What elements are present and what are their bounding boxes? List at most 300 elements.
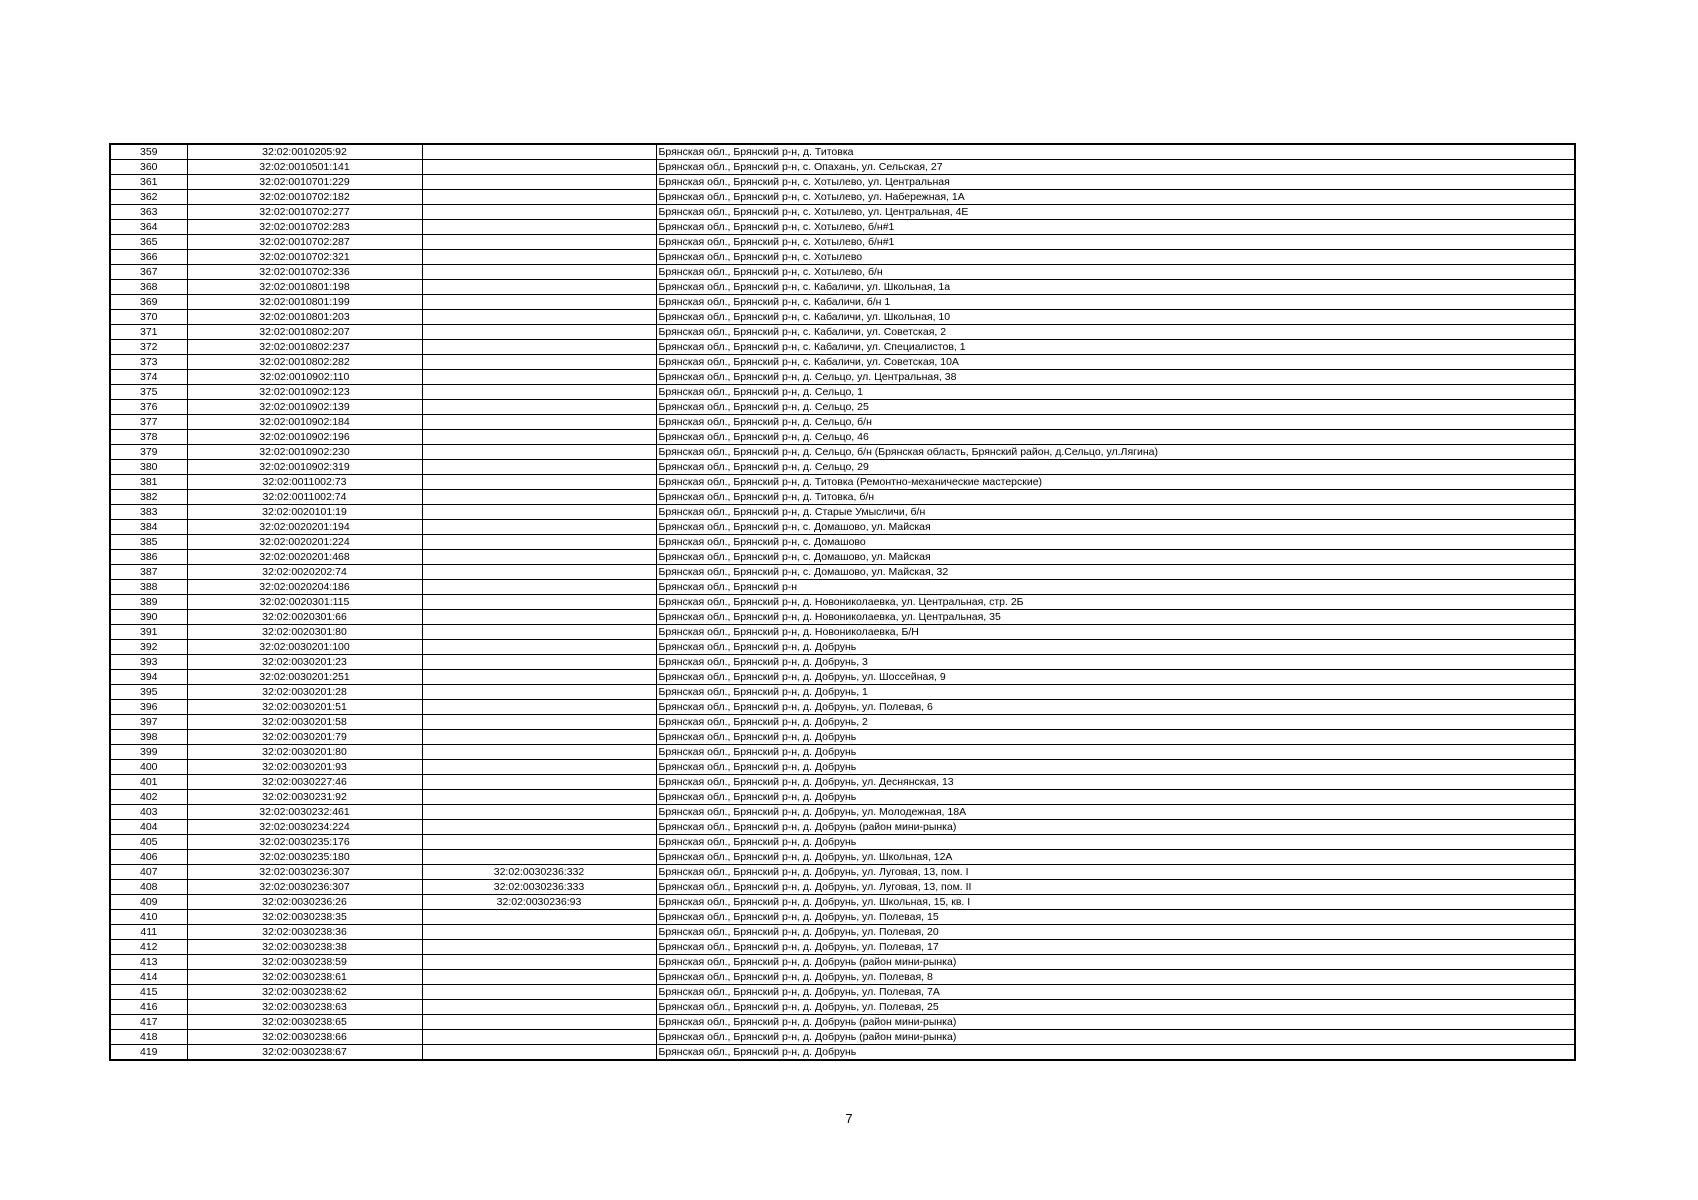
cadastral-number-cell: 32:02:0030235:176	[187, 835, 422, 850]
room-cadastral-number-cell	[422, 1045, 656, 1061]
address-cell: Брянская обл., Брянский р-н, д. Добрунь	[656, 1045, 1575, 1061]
cadastral-number-cell: 32:02:0030238:63	[187, 1000, 422, 1015]
room-cadastral-number-cell	[422, 190, 656, 205]
cadastral-number-cell: 32:02:0010902:110	[187, 370, 422, 385]
address-cell: Брянская обл., Брянский р-н, д. Старые Умысличи, б/н	[656, 505, 1575, 520]
room-cadastral-number-cell	[422, 850, 656, 865]
address-cell: Брянская обл., Брянский р-н, д. Сельцо, ул. Центральная, 38	[656, 370, 1575, 385]
cadastral-number-cell: 32:02:0010902:319	[187, 460, 422, 475]
address-cell: Брянская обл., Брянский р-н, д. Добрунь, ул. Деснянская, 13	[656, 775, 1575, 790]
cadastral-number-cell: 32:02:0030201:100	[187, 640, 422, 655]
address-cell: Брянская обл., Брянский р-н, д. Добрунь, ул. Полевая, 8	[656, 970, 1575, 985]
room-cadastral-number-cell	[422, 1030, 656, 1045]
row-number-cell: 397	[110, 715, 187, 730]
cadastral-number-cell: 32:02:0030201:251	[187, 670, 422, 685]
table-row	[110, 325, 1575, 340]
row-number-cell: 396	[110, 700, 187, 715]
table-row	[110, 760, 1575, 775]
cadastral-number-cell: 32:02:0030238:59	[187, 955, 422, 970]
room-cadastral-number-cell	[422, 970, 656, 985]
row-number-cell: 417	[110, 1015, 187, 1030]
table-row	[110, 1015, 1575, 1030]
cadastral-number-cell: 32:02:0010701:229	[187, 175, 422, 190]
cadastral-number-cell: 32:02:0010702:287	[187, 235, 422, 250]
room-cadastral-number-cell	[422, 925, 656, 940]
room-cadastral-number-cell	[422, 295, 656, 310]
address-cell: Брянская обл., Брянский р-н, д. Сельцо, 25	[656, 400, 1575, 415]
table-row	[110, 175, 1575, 190]
cadastral-number-cell: 32:02:0010205:92	[187, 144, 422, 160]
address-cell: Брянская обл., Брянский р-н, д. Титовка (Ремонтно-механические мастерские)	[656, 475, 1575, 490]
row-number-cell: 406	[110, 850, 187, 865]
room-cadastral-number-cell	[422, 160, 656, 175]
address-cell: Брянская обл., Брянский р-н, с. Хотылево, ул. Центральная	[656, 175, 1575, 190]
address-cell: Брянская обл., Брянский р-н, д. Добрунь	[656, 790, 1575, 805]
table-row	[110, 925, 1575, 940]
address-cell: Брянская обл., Брянский р-н, с. Кабаличи, ул. Советская, 10А	[656, 355, 1575, 370]
cadastral-number-cell: 32:02:0030238:36	[187, 925, 422, 940]
room-cadastral-number-cell	[422, 835, 656, 850]
row-number-cell: 413	[110, 955, 187, 970]
room-cadastral-number-cell	[422, 940, 656, 955]
address-cell: Брянская обл., Брянский р-н, д. Добрунь (район мини-рынка)	[656, 955, 1575, 970]
cadastral-number-cell: 32:02:0030201:80	[187, 745, 422, 760]
row-number-cell: 365	[110, 235, 187, 250]
row-number-cell: 388	[110, 580, 187, 595]
row-number-cell: 391	[110, 625, 187, 640]
table-row	[110, 940, 1575, 955]
cadastral-number-cell: 32:02:0030201:51	[187, 700, 422, 715]
cadastral-number-cell: 32:02:0010902:230	[187, 445, 422, 460]
address-cell: Брянская обл., Брянский р-н, д. Добрунь	[656, 760, 1575, 775]
row-number-cell: 408	[110, 880, 187, 895]
address-cell: Брянская обл., Брянский р-н, д. Добрунь	[656, 730, 1575, 745]
address-cell: Брянская обл., Брянский р-н, д. Добрунь, ул. Полевая, 6	[656, 700, 1575, 715]
room-cadastral-number-cell	[422, 535, 656, 550]
cadastral-number-cell: 32:02:0020201:194	[187, 520, 422, 535]
address-cell: Брянская обл., Брянский р-н, с. Опахань, ул. Сельская, 27	[656, 160, 1575, 175]
cadastral-number-cell: 32:02:0010801:198	[187, 280, 422, 295]
row-number-cell: 393	[110, 655, 187, 670]
cadastral-number-cell: 32:02:0030238:35	[187, 910, 422, 925]
address-cell: Брянская обл., Брянский р-н, д. Добрунь, ул. Шоссейная, 9	[656, 670, 1575, 685]
row-number-cell: 387	[110, 565, 187, 580]
table-row	[110, 520, 1575, 535]
table-row	[110, 144, 1575, 160]
row-number-cell: 375	[110, 385, 187, 400]
room-cadastral-number-cell	[422, 1015, 656, 1030]
address-cell: Брянская обл., Брянский р-н, д. Добрунь, 1	[656, 685, 1575, 700]
address-cell: Брянская обл., Брянский р-н, д. Добрунь, ул. Полевая, 17	[656, 940, 1575, 955]
room-cadastral-number-cell	[422, 175, 656, 190]
room-cadastral-number-cell	[422, 325, 656, 340]
table-row	[110, 565, 1575, 580]
table-row	[110, 415, 1575, 430]
cadastral-number-cell: 32:02:0020301:66	[187, 610, 422, 625]
table-row	[110, 265, 1575, 280]
table-row	[110, 550, 1575, 565]
table-row	[110, 1000, 1575, 1015]
cadastral-number-cell: 32:02:0010702:336	[187, 265, 422, 280]
room-cadastral-number-cell	[422, 775, 656, 790]
table-row	[110, 190, 1575, 205]
room-cadastral-number-cell	[422, 430, 656, 445]
table-row	[110, 685, 1575, 700]
table-row	[110, 490, 1575, 505]
row-number-cell: 378	[110, 430, 187, 445]
row-number-cell: 416	[110, 1000, 187, 1015]
room-cadastral-number-cell	[422, 340, 656, 355]
address-cell: Брянская обл., Брянский р-н, д. Добрунь (район мини-рынка)	[656, 1015, 1575, 1030]
table-row	[110, 475, 1575, 490]
room-cadastral-number-cell	[422, 820, 656, 835]
table-row	[110, 235, 1575, 250]
property-registry-table	[109, 143, 1576, 1061]
address-cell: Брянская обл., Брянский р-н	[656, 580, 1575, 595]
cadastral-number-cell: 32:02:0030201:58	[187, 715, 422, 730]
row-number-cell: 374	[110, 370, 187, 385]
row-number-cell: 383	[110, 505, 187, 520]
room-cadastral-number-cell	[422, 280, 656, 295]
row-number-cell: 399	[110, 745, 187, 760]
row-number-cell: 366	[110, 250, 187, 265]
table-row	[110, 250, 1575, 265]
address-cell: Брянская обл., Брянский р-н, д. Сельцо, б/н (Брянская область, Брянский район, д.Сельцо, ул.Лягина)	[656, 445, 1575, 460]
room-cadastral-number-cell	[422, 385, 656, 400]
table-row	[110, 205, 1575, 220]
table-row	[110, 865, 1575, 880]
room-cadastral-number-cell	[422, 805, 656, 820]
row-number-cell: 382	[110, 490, 187, 505]
cadastral-number-cell: 32:02:0010801:199	[187, 295, 422, 310]
address-cell: Брянская обл., Брянский р-н, д. Добрунь, ул. Луговая, 13, пом. I	[656, 865, 1575, 880]
row-number-cell: 376	[110, 400, 187, 415]
cadastral-number-cell: 32:02:0030201:28	[187, 685, 422, 700]
address-cell: Брянская обл., Брянский р-н, д. Сельцо, 29	[656, 460, 1575, 475]
address-cell: Брянская обл., Брянский р-н, д. Добрунь, ул. Полевая, 25	[656, 1000, 1575, 1015]
row-number-cell: 411	[110, 925, 187, 940]
address-cell: Брянская обл., Брянский р-н, д. Добрунь, 3	[656, 655, 1575, 670]
row-number-cell: 381	[110, 475, 187, 490]
table-row	[110, 985, 1575, 1000]
room-cadastral-number-cell	[422, 370, 656, 385]
row-number-cell: 418	[110, 1030, 187, 1045]
address-cell: Брянская обл., Брянский р-н, д. Добрунь, 2	[656, 715, 1575, 730]
table-row	[110, 295, 1575, 310]
address-cell: Брянская обл., Брянский р-н, д. Добрунь (район мини-рынка)	[656, 1030, 1575, 1045]
room-cadastral-number-cell	[422, 955, 656, 970]
room-cadastral-number-cell	[422, 355, 656, 370]
address-cell: Брянская обл., Брянский р-н, д. Добрунь	[656, 640, 1575, 655]
address-cell: Брянская обл., Брянский р-н, с. Домашово, ул. Майская	[656, 520, 1575, 535]
row-number-cell: 360	[110, 160, 187, 175]
row-number-cell: 379	[110, 445, 187, 460]
table-row	[110, 700, 1575, 715]
room-cadastral-number-cell	[422, 490, 656, 505]
room-cadastral-number-cell: 32:02:0030236:332	[422, 865, 656, 880]
room-cadastral-number-cell	[422, 144, 656, 160]
cadastral-number-cell: 32:02:0010902:139	[187, 400, 422, 415]
row-number-cell: 369	[110, 295, 187, 310]
address-cell: Брянская обл., Брянский р-н, с. Кабаличи, ул. Специалистов, 1	[656, 340, 1575, 355]
address-cell: Брянская обл., Брянский р-н, д. Добрунь (район мини-рынка)	[656, 820, 1575, 835]
room-cadastral-number-cell	[422, 790, 656, 805]
cadastral-number-cell: 32:02:0010902:123	[187, 385, 422, 400]
address-cell: Брянская обл., Брянский р-н, с. Хотылево, б/н	[656, 265, 1575, 280]
address-cell: Брянская обл., Брянский р-н, с. Хотылево, ул. Набережная, 1А	[656, 190, 1575, 205]
room-cadastral-number-cell	[422, 685, 656, 700]
row-number-cell: 395	[110, 685, 187, 700]
table-row	[110, 1030, 1575, 1045]
table-row	[110, 385, 1575, 400]
cadastral-number-cell: 32:02:0010802:237	[187, 340, 422, 355]
address-cell: Брянская обл., Брянский р-н, с. Домашово, ул. Майская	[656, 550, 1575, 565]
cadastral-number-cell: 32:02:0010902:196	[187, 430, 422, 445]
cadastral-number-cell: 32:02:0030231:92	[187, 790, 422, 805]
cadastral-number-cell: 32:02:0030227:46	[187, 775, 422, 790]
cadastral-number-cell: 32:02:0010501:141	[187, 160, 422, 175]
cadastral-number-cell: 32:02:0030238:66	[187, 1030, 422, 1045]
row-number-cell: 384	[110, 520, 187, 535]
address-cell: Брянская обл., Брянский р-н, с. Кабаличи, ул. Школьная, 10	[656, 310, 1575, 325]
row-number-cell: 371	[110, 325, 187, 340]
cadastral-number-cell: 32:02:0030235:180	[187, 850, 422, 865]
row-number-cell: 390	[110, 610, 187, 625]
table-row	[110, 1045, 1575, 1061]
address-cell: Брянская обл., Брянский р-н, с. Хотылево, б/н#1	[656, 235, 1575, 250]
table-row	[110, 820, 1575, 835]
cadastral-number-cell: 32:02:0020301:115	[187, 595, 422, 610]
address-cell: Брянская обл., Брянский р-н, д. Новониколаевка, Б/Н	[656, 625, 1575, 640]
room-cadastral-number-cell	[422, 400, 656, 415]
address-cell: Брянская обл., Брянский р-н, д. Сельцо, 1	[656, 385, 1575, 400]
cadastral-number-cell: 32:02:0011002:73	[187, 475, 422, 490]
room-cadastral-number-cell	[422, 550, 656, 565]
table-row	[110, 340, 1575, 355]
table-row	[110, 745, 1575, 760]
table-row	[110, 640, 1575, 655]
row-number-cell: 367	[110, 265, 187, 280]
address-cell: Брянская обл., Брянский р-н, д. Добрунь	[656, 745, 1575, 760]
table-row	[110, 400, 1575, 415]
room-cadastral-number-cell	[422, 310, 656, 325]
table-row	[110, 730, 1575, 745]
room-cadastral-number-cell	[422, 655, 656, 670]
cadastral-number-cell: 32:02:0030236:26	[187, 895, 422, 910]
row-number-cell: 414	[110, 970, 187, 985]
address-cell: Брянская обл., Брянский р-н, с. Домашово	[656, 535, 1575, 550]
address-cell: Брянская обл., Брянский р-н, с. Хотылево, ул. Центральная, 4Е	[656, 205, 1575, 220]
cadastral-number-cell: 32:02:0030238:67	[187, 1045, 422, 1061]
room-cadastral-number-cell	[422, 220, 656, 235]
table-row	[110, 580, 1575, 595]
row-number-cell: 394	[110, 670, 187, 685]
room-cadastral-number-cell	[422, 460, 656, 475]
cadastral-number-cell: 32:02:0030238:62	[187, 985, 422, 1000]
table-row	[110, 835, 1575, 850]
row-number-cell: 389	[110, 595, 187, 610]
row-number-cell: 398	[110, 730, 187, 745]
room-cadastral-number-cell	[422, 730, 656, 745]
row-number-cell: 373	[110, 355, 187, 370]
address-cell: Брянская обл., Брянский р-н, д. Титовка	[656, 144, 1575, 160]
room-cadastral-number-cell	[422, 700, 656, 715]
row-number-cell: 407	[110, 865, 187, 880]
room-cadastral-number-cell	[422, 985, 656, 1000]
table-row	[110, 220, 1575, 235]
cadastral-number-cell: 32:02:0010802:282	[187, 355, 422, 370]
row-number-cell: 385	[110, 535, 187, 550]
row-number-cell: 361	[110, 175, 187, 190]
row-number-cell: 409	[110, 895, 187, 910]
cadastral-number-cell: 32:02:0010802:207	[187, 325, 422, 340]
row-number-cell: 392	[110, 640, 187, 655]
room-cadastral-number-cell	[422, 595, 656, 610]
cadastral-number-cell: 32:02:0030201:23	[187, 655, 422, 670]
room-cadastral-number-cell	[422, 1000, 656, 1015]
cadastral-number-cell: 32:02:0010902:184	[187, 415, 422, 430]
table-row	[110, 310, 1575, 325]
room-cadastral-number-cell	[422, 760, 656, 775]
row-number-cell: 400	[110, 760, 187, 775]
address-cell: Брянская обл., Брянский р-н, с. Домашово, ул. Майская, 32	[656, 565, 1575, 580]
address-cell: Брянская обл., Брянский р-н, д. Новониколаевка, ул. Центральная, 35	[656, 610, 1575, 625]
table-row	[110, 370, 1575, 385]
room-cadastral-number-cell	[422, 715, 656, 730]
room-cadastral-number-cell	[422, 580, 656, 595]
address-cell: Брянская обл., Брянский р-н, д. Добрунь, ул. Молодежная, 18А	[656, 805, 1575, 820]
address-cell: Брянская обл., Брянский р-н, с. Кабаличи, б/н 1	[656, 295, 1575, 310]
row-number-cell: 402	[110, 790, 187, 805]
cadastral-number-cell: 32:02:0030201:93	[187, 760, 422, 775]
row-number-cell: 410	[110, 910, 187, 925]
address-cell: Брянская обл., Брянский р-н, д. Сельцо, б/н	[656, 415, 1575, 430]
table-row	[110, 970, 1575, 985]
cadastral-number-cell: 32:02:0030238:65	[187, 1015, 422, 1030]
row-number-cell: 386	[110, 550, 187, 565]
cadastral-number-cell: 32:02:0020201:468	[187, 550, 422, 565]
cadastral-number-cell: 32:02:0030201:79	[187, 730, 422, 745]
room-cadastral-number-cell	[422, 445, 656, 460]
row-number-cell: 364	[110, 220, 187, 235]
table-row	[110, 445, 1575, 460]
table-row	[110, 910, 1575, 925]
cadastral-number-cell: 32:02:0020202:74	[187, 565, 422, 580]
address-cell: Брянская обл., Брянский р-н, д. Добрунь, ул. Полевая, 20	[656, 925, 1575, 940]
address-cell: Брянская обл., Брянский р-н, д. Сельцо, 46	[656, 430, 1575, 445]
room-cadastral-number-cell	[422, 745, 656, 760]
row-number-cell: 370	[110, 310, 187, 325]
address-cell: Брянская обл., Брянский р-н, д. Добрунь, ул. Полевая, 7А	[656, 985, 1575, 1000]
table-row	[110, 355, 1575, 370]
cadastral-number-cell: 32:02:0030234:224	[187, 820, 422, 835]
room-cadastral-number-cell	[422, 640, 656, 655]
address-cell: Брянская обл., Брянский р-н, с. Хотылево, б/н#1	[656, 220, 1575, 235]
address-cell: Брянская обл., Брянский р-н, д. Новониколаевка, ул. Центральная, стр. 2Б	[656, 595, 1575, 610]
room-cadastral-number-cell: 32:02:0030236:333	[422, 880, 656, 895]
room-cadastral-number-cell	[422, 235, 656, 250]
table-row	[110, 670, 1575, 685]
address-cell: Брянская обл., Брянский р-н, д. Добрунь, ул. Школьная, 12А	[656, 850, 1575, 865]
room-cadastral-number-cell: 32:02:0030236:93	[422, 895, 656, 910]
table-row	[110, 160, 1575, 175]
cadastral-number-cell: 32:02:0030236:307	[187, 880, 422, 895]
address-cell: Брянская обл., Брянский р-н, д. Титовка, б/н	[656, 490, 1575, 505]
table-row	[110, 955, 1575, 970]
cadastral-number-cell: 32:02:0020204:186	[187, 580, 422, 595]
room-cadastral-number-cell	[422, 265, 656, 280]
table-row	[110, 715, 1575, 730]
row-number-cell: 377	[110, 415, 187, 430]
table-row	[110, 535, 1575, 550]
cadastral-number-cell: 32:02:0020301:80	[187, 625, 422, 640]
table-row	[110, 805, 1575, 820]
cadastral-number-cell: 32:02:0030232:461	[187, 805, 422, 820]
table-row	[110, 895, 1575, 910]
table-row	[110, 850, 1575, 865]
room-cadastral-number-cell	[422, 520, 656, 535]
table-row	[110, 505, 1575, 520]
row-number-cell: 405	[110, 835, 187, 850]
row-number-cell: 359	[110, 144, 187, 160]
row-number-cell: 363	[110, 205, 187, 220]
registry-table-body	[110, 144, 1575, 1060]
address-cell: Брянская обл., Брянский р-н, с. Хотылево	[656, 250, 1575, 265]
cadastral-number-cell: 32:02:0010702:277	[187, 205, 422, 220]
table-row	[110, 280, 1575, 295]
room-cadastral-number-cell	[422, 670, 656, 685]
address-cell: Брянская обл., Брянский р-н, с. Кабаличи, ул. Школьная, 1а	[656, 280, 1575, 295]
table-row	[110, 460, 1575, 475]
row-number-cell: 415	[110, 985, 187, 1000]
cadastral-number-cell: 32:02:0020201:224	[187, 535, 422, 550]
address-cell: Брянская обл., Брянский р-н, д. Добрунь	[656, 835, 1575, 850]
page-number: 7	[845, 1111, 853, 1126]
cadastral-number-cell: 32:02:0010702:182	[187, 190, 422, 205]
row-number-cell: 380	[110, 460, 187, 475]
cadastral-number-cell: 32:02:0030238:61	[187, 970, 422, 985]
table-row	[110, 655, 1575, 670]
room-cadastral-number-cell	[422, 250, 656, 265]
cadastral-number-cell: 32:02:0020101:19	[187, 505, 422, 520]
cadastral-number-cell: 32:02:0010702:321	[187, 250, 422, 265]
cadastral-number-cell: 32:02:0030238:38	[187, 940, 422, 955]
table-row	[110, 880, 1575, 895]
room-cadastral-number-cell	[422, 475, 656, 490]
table-row	[110, 775, 1575, 790]
room-cadastral-number-cell	[422, 565, 656, 580]
row-number-cell: 368	[110, 280, 187, 295]
table-row	[110, 595, 1575, 610]
row-number-cell: 404	[110, 820, 187, 835]
table-row	[110, 790, 1575, 805]
cadastral-number-cell: 32:02:0010801:203	[187, 310, 422, 325]
room-cadastral-number-cell	[422, 415, 656, 430]
cadastral-number-cell: 32:02:0010702:283	[187, 220, 422, 235]
table-row	[110, 430, 1575, 445]
room-cadastral-number-cell	[422, 205, 656, 220]
row-number-cell: 412	[110, 940, 187, 955]
row-number-cell: 419	[110, 1045, 187, 1061]
address-cell: Брянская обл., Брянский р-н, с. Кабаличи, ул. Советская, 2	[656, 325, 1575, 340]
room-cadastral-number-cell	[422, 505, 656, 520]
table-row	[110, 610, 1575, 625]
room-cadastral-number-cell	[422, 910, 656, 925]
row-number-cell: 401	[110, 775, 187, 790]
cadastral-number-cell: 32:02:0030236:307	[187, 865, 422, 880]
cadastral-number-cell: 32:02:0011002:74	[187, 490, 422, 505]
room-cadastral-number-cell	[422, 625, 656, 640]
